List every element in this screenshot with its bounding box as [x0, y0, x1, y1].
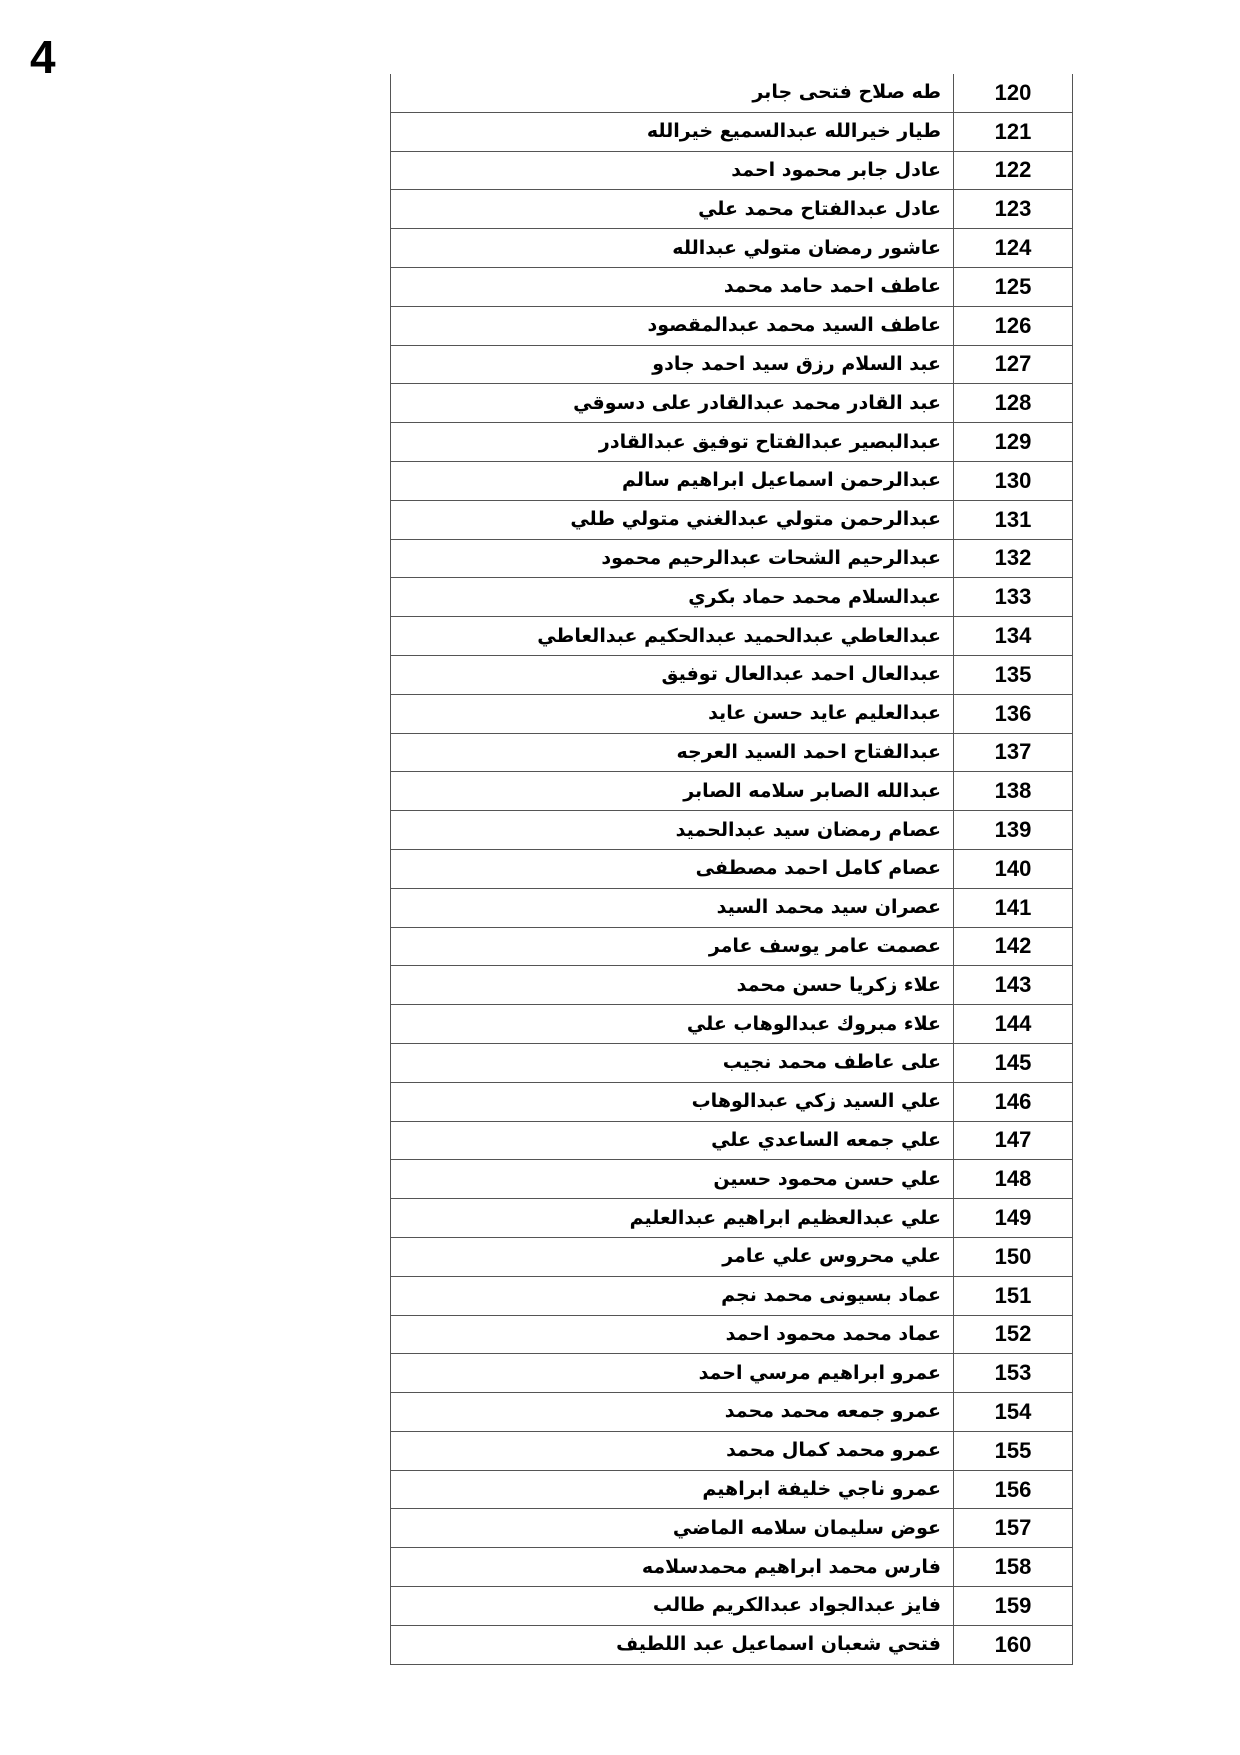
table-row [391, 1393, 1073, 1432]
table-row [391, 1548, 1073, 1587]
person-name: عماد بسيونى محمد نجم [391, 1276, 954, 1315]
table-row [391, 1431, 1073, 1470]
row-number: 134 [954, 617, 1073, 656]
person-name: عمرو جمعه محمد محمد [391, 1393, 954, 1432]
row-number: 135 [954, 655, 1073, 694]
person-name: عبدالعليم عايد حسن عايد [391, 694, 954, 733]
table-row [391, 694, 1073, 733]
table-row [391, 655, 1073, 694]
table-row [391, 888, 1073, 927]
page-number: 4 [30, 31, 56, 83]
table-row [391, 1199, 1073, 1238]
table-row [391, 539, 1073, 578]
person-name: عبدالرحيم الشحات عبدالرحيم محمود [391, 539, 954, 578]
table-row [391, 423, 1073, 462]
table-row [391, 384, 1073, 423]
row-number: 131 [954, 500, 1073, 539]
table-row [391, 1509, 1073, 1548]
person-name: عبد القادر محمد عبدالقادر على دسوقي [391, 384, 954, 423]
table-row [391, 811, 1073, 850]
row-number: 155 [954, 1431, 1073, 1470]
person-name: عوض سليمان سلامه الماضي [391, 1509, 954, 1548]
table-row [391, 267, 1073, 306]
row-number: 153 [954, 1354, 1073, 1393]
table-row [391, 772, 1073, 811]
row-number: 159 [954, 1587, 1073, 1626]
person-name: عبدالعاطي عبدالحميد عبدالحكيم عبدالعاطي [391, 617, 954, 656]
person-name: عادل عبدالفتاح محمد علي [391, 190, 954, 229]
table-row [391, 1625, 1073, 1664]
person-name: عصران سيد محمد السيد [391, 888, 954, 927]
person-name: عاشور رمضان متولي عبدالله [391, 229, 954, 268]
row-number: 148 [954, 1160, 1073, 1199]
row-number: 139 [954, 811, 1073, 850]
row-number: 149 [954, 1199, 1073, 1238]
table-row [391, 1160, 1073, 1199]
row-number: 120 [954, 74, 1073, 112]
person-name: علاء زكريا حسن محمد [391, 966, 954, 1005]
person-name: عمرو ابراهيم مرسي احمد [391, 1354, 954, 1393]
table-row [391, 1043, 1073, 1082]
table-row [391, 1315, 1073, 1354]
table-row [391, 112, 1073, 151]
person-name: عصمت عامر يوسف عامر [391, 927, 954, 966]
person-name: عبدالرحمن متولي عبدالغني متولي طلي [391, 500, 954, 539]
row-number: 129 [954, 423, 1073, 462]
person-name: علي السيد زكي عبدالوهاب [391, 1082, 954, 1121]
table-row [391, 578, 1073, 617]
person-name: علي عبدالعظيم ابراهيم عبدالعليم [391, 1199, 954, 1238]
row-number: 151 [954, 1276, 1073, 1315]
table-row [391, 1082, 1073, 1121]
table-row [391, 306, 1073, 345]
person-name: عاطف احمد حامد محمد [391, 267, 954, 306]
row-number: 136 [954, 694, 1073, 733]
person-name: طيار خيرالله عبدالسميع خيرالله [391, 112, 954, 151]
person-name: على عاطف محمد نجيب [391, 1043, 954, 1082]
table-row [391, 151, 1073, 190]
row-number: 128 [954, 384, 1073, 423]
person-name: عادل جابر محمود احمد [391, 151, 954, 190]
table-row [391, 461, 1073, 500]
table-row [391, 733, 1073, 772]
person-name: فارس محمد ابراهيم محمدسلامه [391, 1548, 954, 1587]
person-name: عبدالعال احمد عبدالعال توفيق [391, 655, 954, 694]
person-name: عبدالبصير عبدالفتاح توفيق عبدالقادر [391, 423, 954, 462]
person-name: عبدالله الصابر سلامه الصابر [391, 772, 954, 811]
table-row [391, 345, 1073, 384]
person-name: علي محروس علي عامر [391, 1237, 954, 1276]
names-table [390, 74, 1073, 1665]
row-number: 125 [954, 267, 1073, 306]
person-name: عاطف السيد محمد عبدالمقصود [391, 306, 954, 345]
row-number: 133 [954, 578, 1073, 617]
row-number: 157 [954, 1509, 1073, 1548]
row-number: 137 [954, 733, 1073, 772]
person-name: عصام كامل احمد مصطفى [391, 849, 954, 888]
person-name: طه صلاح فتحى جابر [391, 74, 954, 112]
person-name: عبدالسلام محمد حماد بكري [391, 578, 954, 617]
row-number: 122 [954, 151, 1073, 190]
table-row [391, 190, 1073, 229]
row-number: 140 [954, 849, 1073, 888]
person-name: عبد السلام رزق سيد احمد جادو [391, 345, 954, 384]
row-number: 142 [954, 927, 1073, 966]
table-row [391, 1470, 1073, 1509]
row-number: 145 [954, 1043, 1073, 1082]
row-number: 132 [954, 539, 1073, 578]
row-number: 158 [954, 1548, 1073, 1587]
table-row [391, 500, 1073, 539]
person-name: علاء مبروك عبدالوهاب علي [391, 1005, 954, 1044]
table-row [391, 966, 1073, 1005]
table-row [391, 927, 1073, 966]
row-number: 160 [954, 1625, 1073, 1664]
table-row [391, 1121, 1073, 1160]
person-name: عمرو محمد كمال محمد [391, 1431, 954, 1470]
row-number: 127 [954, 345, 1073, 384]
person-name: عبدالفتاح احمد السيد العرجه [391, 733, 954, 772]
table-row [391, 849, 1073, 888]
table-body [391, 74, 1073, 1664]
table-row [391, 1354, 1073, 1393]
row-number: 141 [954, 888, 1073, 927]
row-number: 147 [954, 1121, 1073, 1160]
person-name: عماد محمد محمود احمد [391, 1315, 954, 1354]
table-row [391, 74, 1073, 112]
table-row [391, 229, 1073, 268]
row-number: 123 [954, 190, 1073, 229]
person-name: فتحي شعبان اسماعيل عبد اللطيف [391, 1625, 954, 1664]
table-row [391, 617, 1073, 656]
person-name: فايز عبدالجواد عبدالكريم طالب [391, 1587, 954, 1626]
person-name: عبدالرحمن اسماعيل ابراهيم سالم [391, 461, 954, 500]
row-number: 121 [954, 112, 1073, 151]
person-name: علي جمعه الساعدي علي [391, 1121, 954, 1160]
row-number: 124 [954, 229, 1073, 268]
person-name: عصام رمضان سيد عبدالحميد [391, 811, 954, 850]
table-row [391, 1005, 1073, 1044]
row-number: 152 [954, 1315, 1073, 1354]
row-number: 144 [954, 1005, 1073, 1044]
row-number: 156 [954, 1470, 1073, 1509]
row-number: 138 [954, 772, 1073, 811]
table-row [391, 1276, 1073, 1315]
row-number: 126 [954, 306, 1073, 345]
row-number: 130 [954, 461, 1073, 500]
person-name: علي حسن محمود حسين [391, 1160, 954, 1199]
row-number: 154 [954, 1393, 1073, 1432]
table-row [391, 1237, 1073, 1276]
table-row [391, 1587, 1073, 1626]
row-number: 150 [954, 1237, 1073, 1276]
row-number: 146 [954, 1082, 1073, 1121]
row-number: 143 [954, 966, 1073, 1005]
person-name: عمرو ناجي خليفة ابراهيم [391, 1470, 954, 1509]
